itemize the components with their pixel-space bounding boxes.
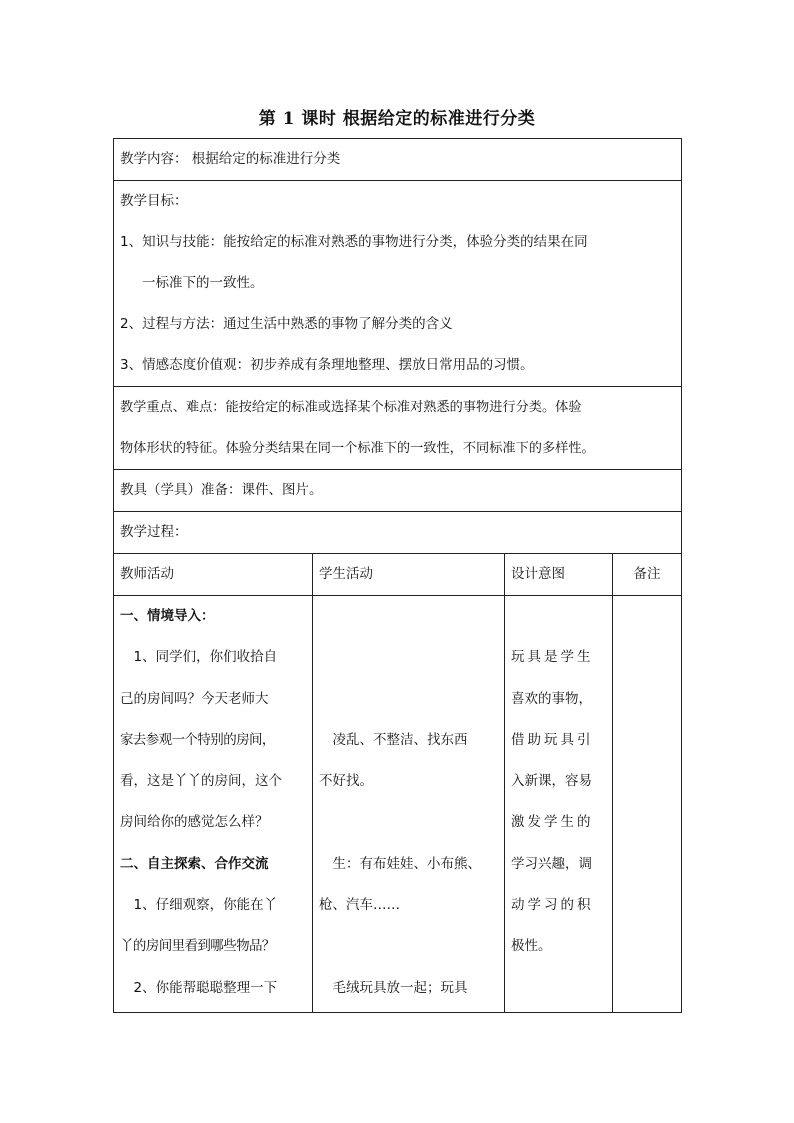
student-line	[319, 802, 498, 843]
student-line	[319, 926, 498, 967]
student-line: 不好找。	[319, 773, 373, 790]
row-materials	[114, 470, 682, 512]
row-objectives	[114, 181, 682, 387]
lesson-plan-table	[113, 138, 682, 1013]
student-line	[319, 679, 498, 720]
design-line: 极性。	[511, 938, 552, 955]
teacher-column-header: 教师活动	[114, 554, 313, 596]
design-intent-cell	[505, 596, 613, 1013]
teacher-activity-cell	[114, 596, 313, 1013]
teacher-line: 看，这是丫丫的房间，这个	[120, 773, 282, 790]
teacher-line: 房间给你的感觉怎么样？	[120, 814, 269, 831]
design-line: 动学习的积	[511, 897, 594, 914]
teacher-line: 1、仔细观察，你能在丫	[133, 897, 278, 914]
row-process-label	[114, 512, 682, 554]
key-points-cell	[114, 387, 682, 470]
design-line: 入新课，容易	[511, 773, 592, 790]
section-heading: 二、自主探索、合作交流	[120, 855, 269, 872]
key-points-line: 教学重点、难点：能按给定的标准或选择某个标准对熟悉的事物进行分类。体验	[120, 400, 582, 415]
student-line: 毛绒玩具放一起；玩具	[332, 979, 468, 996]
design-line	[511, 596, 606, 637]
notes-cell	[613, 596, 682, 1013]
content-cell	[114, 139, 682, 181]
teacher-line: 己的房间吗？今天老师大	[120, 690, 269, 707]
content-label: 教学内容：	[120, 151, 188, 167]
design-line: 学习兴趣，调	[511, 855, 592, 872]
notes-column-header: 备注	[613, 554, 682, 596]
student-column-header: 学生活动	[313, 554, 505, 596]
student-line	[319, 596, 498, 637]
objectives-label: 教学目标：	[120, 193, 188, 209]
teacher-line: 1、同学们，你们收拾自	[133, 649, 278, 666]
objective-item-continued: 一标准下的一致性。	[142, 275, 264, 291]
row-key-points	[114, 387, 682, 470]
teacher-line: 2、你能帮聪聪整理一下	[133, 979, 278, 996]
row-column-headers	[114, 554, 682, 596]
student-line	[319, 637, 498, 678]
row-content	[114, 139, 682, 181]
student-line: 凌乱、不整洁、找东西	[332, 731, 468, 748]
objective-item: 3、情感态度价值观：初步养成有条理地整理、摆放日常用品的习惯。	[120, 357, 534, 373]
teacher-line: 丫的房间里看到哪些物品？	[120, 938, 275, 955]
process-label: 教学过程：	[114, 512, 682, 554]
design-line	[511, 968, 606, 1009]
page-title: 第 1 课时 根据给定的标准进行分类	[258, 109, 536, 129]
key-points-line: 物体形状的特征。体验分类结果在同一个标准下的一致性，不同标准下的多样性。	[120, 441, 595, 456]
design-line: 借助玩具引	[511, 731, 594, 748]
objective-item: 2、过程与方法：通过生活中熟悉的事物了解分类的含义	[120, 316, 453, 332]
student-line: 生：有布娃娃、小布熊、	[332, 855, 481, 872]
content-value: 根据给定的标准进行分类	[191, 151, 341, 167]
student-line: 枪、汽车……	[319, 897, 400, 914]
design-column-header: 设计意图	[505, 554, 613, 596]
row-activities	[114, 596, 682, 1013]
design-line: 玩具是学生	[511, 649, 594, 666]
objective-item: 1、知识与技能：能按给定的标准对熟悉的事物进行分类，体验分类的结果在同	[120, 234, 588, 250]
teacher-line: 家去参观一个特别的房间，	[120, 731, 275, 748]
section-heading: 一、情境导入：	[120, 608, 215, 624]
materials-cell: 教具（学具）准备：课件、图片。	[114, 470, 682, 512]
objectives-cell	[114, 181, 682, 387]
student-activity-cell	[313, 596, 505, 1013]
design-line: 喜欢的事物，	[511, 690, 592, 707]
design-line: 激发学生的	[511, 814, 594, 831]
